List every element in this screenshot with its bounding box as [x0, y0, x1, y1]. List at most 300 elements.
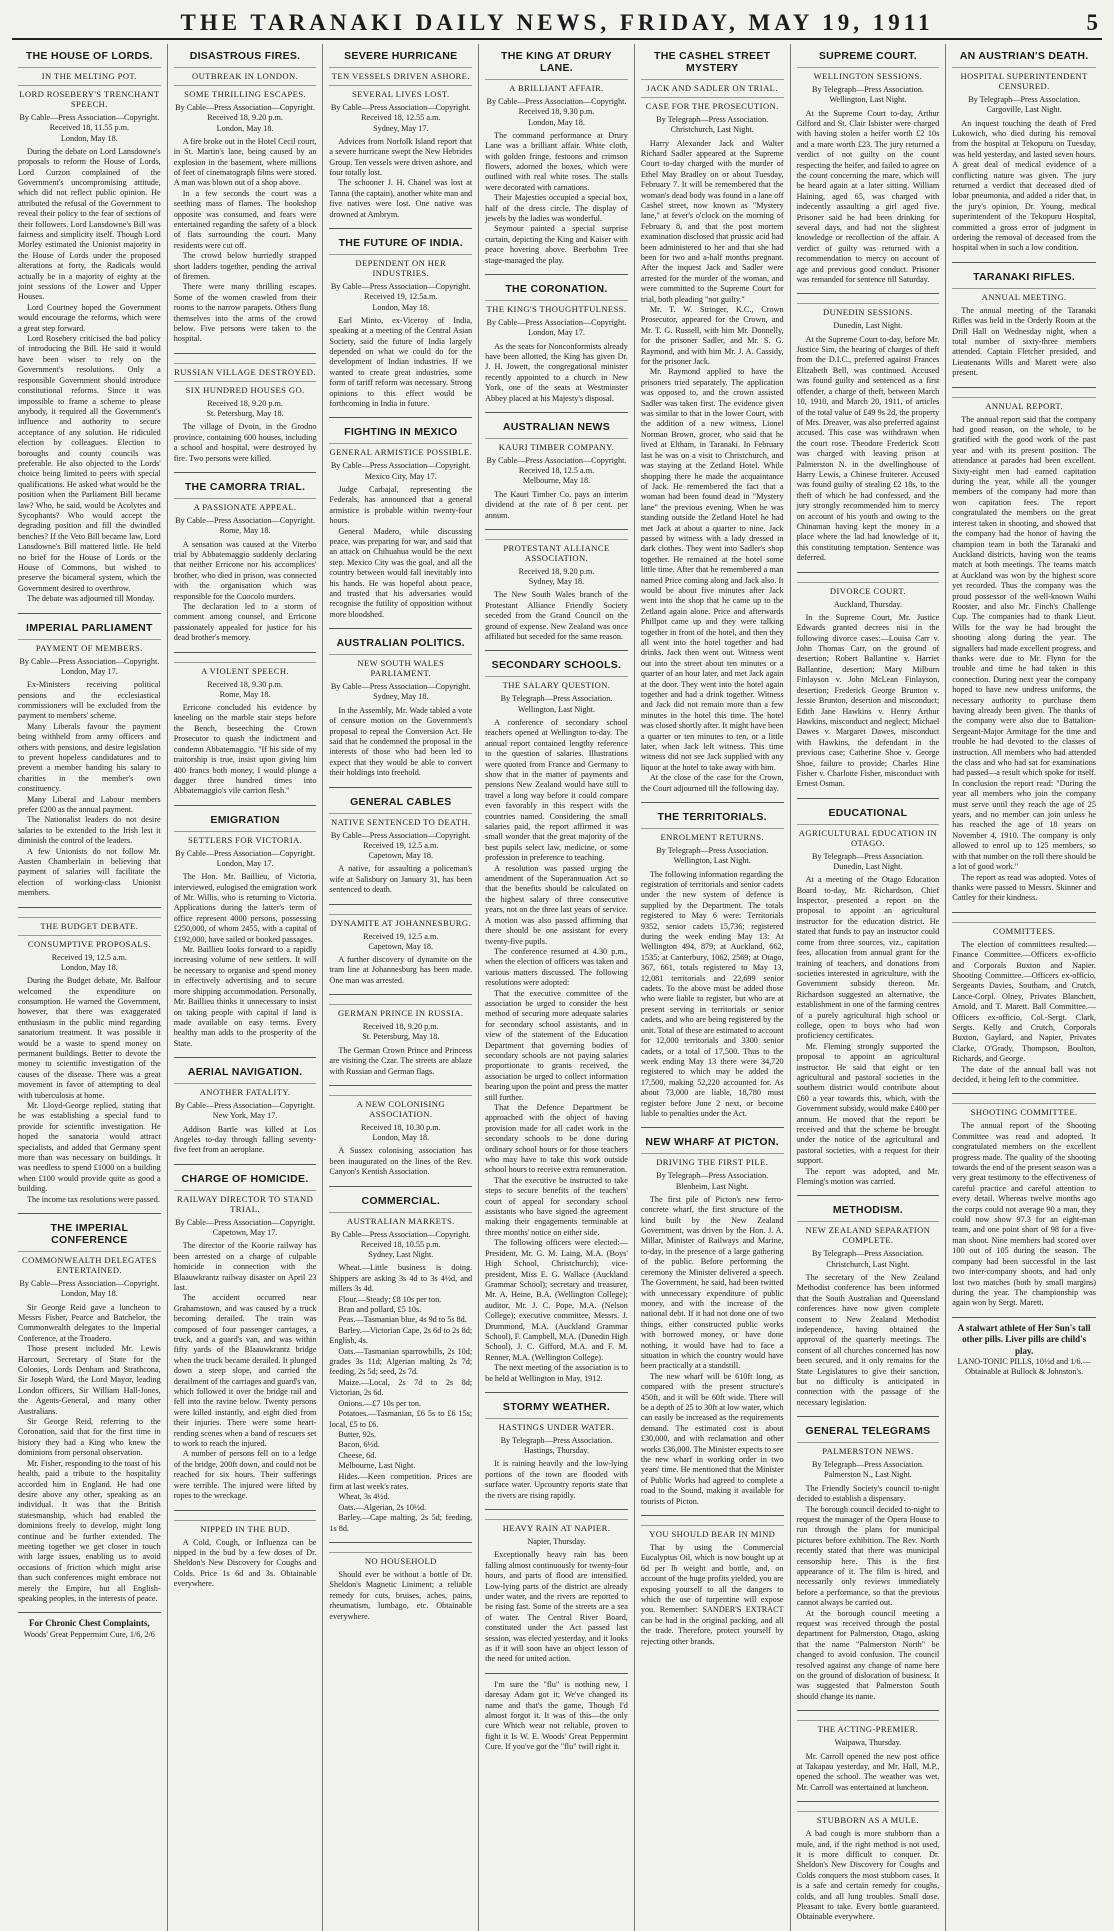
- article-body: [797, 1273, 940, 1408]
- subheading: NO HOUSEHOLD: [329, 1552, 472, 1566]
- paragraph: Lord Courtney hoped the Government would encourage the reforms, which were a great step forward.: [18, 302, 161, 333]
- article-body: [485, 718, 628, 1384]
- subheading: NEW SOUTH WALES PARLIAMENT.: [329, 654, 472, 678]
- subheading: PALMERSTON NEWS.: [797, 1442, 940, 1456]
- headline: DISASTROUS FIRES.: [189, 50, 301, 62]
- paragraph: A sensation was caused at the Viterbo trial by Abbatemaggio suddenly declaring that neither Erricone nor his accomplices' brother, who died in prison, was connected with the organisation which was responsible for the Cuocolo murders.: [173, 539, 317, 601]
- ad-line: LANO-TONIC PILLS, 10½d and 1/6.—: [957, 1356, 1091, 1366]
- article: [329, 50, 472, 220]
- subheading: GENERAL ARMISTICE POSSIBLE.: [329, 443, 472, 457]
- paragraph: The accident occurred near Grahamstown, and was caused by a truck becoming derailed. The train was composed of four passenger carriages, a truck, and a guard's van, and was within fifty yards of the Blaauwkrantz bridge when the truck became derailed. It plunged down a steep slope, and carried the derailment of the carriages and guard's van, which followed it over the bridge rail and fell into the ravine below. Twenty persons were killed instantly, and eight died from their injuries. There were some heart-rending scenes when a band of rescuers set to work to reach the injured.: [173, 1293, 317, 1449]
- article: [952, 50, 1096, 254]
- article-body: [329, 1263, 472, 1534]
- dateline: [797, 600, 940, 610]
- dateline: [485, 1436, 628, 1457]
- article: [485, 1509, 628, 1665]
- dateline-line: Received 18, 9.20 p.m.: [207, 113, 283, 123]
- paragraph: The next meeting of the association is to be held at Wellington in May, 1912.: [485, 1363, 628, 1383]
- dateline: [174, 516, 317, 537]
- paragraph: Advices from Norfolk Island report that a severe hurricane swept the New Hebrides Group. Ten vessels were driven ashore, and four totally lost.: [329, 136, 473, 177]
- dateline-line: By Cable—Press Association—Copyright.: [486, 455, 627, 465]
- article-body: [485, 1680, 628, 1753]
- subheading: STUBBORN AS A MULE.: [797, 1811, 940, 1825]
- article-body: [797, 109, 940, 286]
- article: [18, 907, 161, 1205]
- article: [641, 1515, 784, 1647]
- paragraph: In the Assembly, Mr. Wade tabled a vote of censure motion on the Government's proposal to repeal the Conversion Act. He said that he condemned the proposal in the interests of those who had been led to expect that they would be able to convert their holdings into freehold.: [329, 705, 473, 778]
- dateline-line: By Telegraph—Press Association.: [500, 694, 613, 704]
- dateline: [174, 680, 317, 701]
- paragraph: Cheese, 6d.: [338, 1450, 377, 1460]
- paragraph: There were many thrilling escapes. Some of the women crawled from their rooms to the narrow parapets. Others flung themselves into the arms of the crowd below. Five persons were taken to the hospital.: [173, 282, 317, 344]
- dateline-line: New York, May 17.: [212, 1111, 278, 1121]
- headline: AN AUSTRIAN'S DEATH.: [959, 50, 1089, 62]
- subheading: THE SALARY QUESTION.: [485, 676, 628, 690]
- paragraph: As the seats for Nonconformists already have been allotted, the King has given Dr. J. H. Jowett, the congregational minister recently appointed to a church in New York, one of the seats at Westminster Abbey placed at his Majesty's disposal.: [485, 341, 628, 403]
- subheading: HEAVY RAIN AT NAPIER.: [485, 1519, 628, 1533]
- subheading: ENROLMENT RETURNS.: [641, 828, 784, 842]
- headline: SUPREME COURT.: [818, 50, 917, 62]
- paragraph: Ex-Ministers receiving political pensions and the ecclesiastical commissioners will be excluded from the payment to members' scheme.: [18, 680, 161, 721]
- article-body: [329, 316, 472, 410]
- paragraph: Should ever be without a bottle of Dr. Sheldon's Magnetic Liniment; a reliable remedy for cuts, bruises, aches, pains, rheumatism, lumbago, etc. Obtainable everywhere.: [329, 1569, 473, 1621]
- dateline: [329, 1230, 472, 1261]
- paragraph: Sir George Reid, referring to the Coronation, said that for the first time in history they had a King who knew the dominions from personal observation.: [18, 1417, 161, 1458]
- article-body: [174, 540, 317, 644]
- dateline-line: By Cable—Press Association—Copyright.: [486, 318, 627, 328]
- dateline-line: By Telegraph—Press Association.: [812, 851, 924, 861]
- paragraph: The Hon. Mr. Baillieu, of Victoria, interviewed, eulogised the emigration work of Mr. Willis, who is returning to Victoria. Applications during the latter's term of office represent 4000 persons, possessing £250,000, of whom 2455, with a capital of £192,000, have sailed or booked passages.: [173, 872, 317, 944]
- paragraph: Addison Bartle was killed at Los Angeles to-day through falling seventy-five feet from an aeroplane.: [173, 1124, 317, 1155]
- paragraph: Barley.—Victorian Cape, 2s 6d to 2s 8d; English, 4s.: [329, 1325, 473, 1346]
- article-body: [485, 1550, 628, 1664]
- paragraph: Mr. Lloyd-George replied, stating that he was establishing a special fund to provide for scientific investigation. He hoped the sanatoria would attract specialists, and added that Germany spent more than was necessary on buildings. It was needless to spend £1000 on a building when £100 would provide quite as good a building.: [18, 1101, 161, 1194]
- paragraph: The report was adopted, and Mr. Fleming's motion was carried.: [796, 1166, 940, 1187]
- dateline: [797, 1460, 940, 1481]
- paragraph: The director of the Koorie railway has been arrested on a charge of culpable homicide in connection with the Blaauwkrantz railway disaster on April 23 last.: [173, 1241, 317, 1292]
- dateline-line: Waipawa, Thursday.: [834, 1738, 902, 1748]
- dateline-line: By Cable—Press Association—Copyright.: [175, 1217, 315, 1227]
- dateline-line: London, May 18.: [60, 962, 118, 972]
- subheading: TEN VESSELS DRIVEN ASHORE.: [329, 67, 472, 81]
- dateline-line: Received 18, 9.30 p.m.: [518, 107, 595, 117]
- paragraph: Their Majesties occupied a special box, half of the dress circle. The display of jewels by the ladies was wonderful.: [485, 193, 628, 223]
- dateline-line: Capetown, May 18.: [368, 851, 434, 861]
- dateline-line: Capetown, May 17.: [212, 1228, 278, 1238]
- dateline-line: Christchurch, Last Night.: [670, 125, 754, 135]
- article-body: [329, 706, 472, 779]
- paragraph: Wheat, 3s 4½d.: [338, 1492, 390, 1502]
- paragraph: Mr. Fleming strongly supported the proposal to appoint an agricultural instructor. He said that eight or ten agricultural and pastoral societies in the southern district would contribute about £60 a year towards this, which, with the Government subsidy, would make £400 per annum. He moved that the report be received and that the scheme be brought under the notice of the agricultural and pastoral societies, with a request for their support.: [796, 1041, 940, 1166]
- dateline: [174, 1218, 317, 1239]
- subheading: CONSUMPTIVE PROPOSALS.: [18, 935, 161, 949]
- article-body: [485, 342, 628, 404]
- dateline: [641, 115, 784, 136]
- subheading: LORD ROSEBERY'S TRENCHANT SPEECH.: [18, 85, 161, 109]
- paragraph: During the Budget debate, Mr. Balfour welcomed the expenditure on consumption. He warned the Government, however, that there was exaggerated enthusiasm in the public mind regarding sanatorium treatment. It was possible it would be a waste to spend money on permanent buildings. Better to devote the money to scientific investigation of the causes of the disease. There was a great movement in favor of attempting to deal with tuberculosis at home.: [18, 976, 161, 1100]
- dateline-line: By Telegraph—Press Association.: [656, 1171, 769, 1181]
- dateline-line: Sydney, May 18.: [373, 692, 429, 702]
- dateline: [485, 567, 628, 588]
- column-6: [791, 44, 947, 1931]
- article: [174, 472, 317, 644]
- dateline: [641, 1171, 784, 1192]
- headline: AERIAL NAVIGATION.: [187, 1066, 303, 1079]
- dateline-line: Received 18, 10.55 p.m.: [360, 1239, 441, 1249]
- paragraph: A native, for assaulting a policeman's wife at Salisbury on January 31, has been sentenced to death.: [329, 864, 473, 895]
- dateline: [174, 103, 317, 134]
- headline: THE CAMORRA TRIAL.: [184, 481, 306, 493]
- paragraph: The first pile of Picton's new ferro-concrete wharf, the first structure of the kind built by the New Zealand Government, was driven by the Hon. J. A. Millar, Minister of Railways and Marine, to-day, in the presence of a large gathering of the public. Before performing the ceremony the Minister delivered a speech. The Government, he said, had been twitted with unnecessary expenditure of public money, and with the increase of the national debt. If it had not done one of two things, either constructed public works with borrowed money, or have done nothing, it would have had to face a situation in which the country would have been practically at a standstill.: [640, 1194, 784, 1371]
- dateline: [329, 461, 472, 482]
- article-body: [174, 1125, 317, 1156]
- dateline-line: By Telegraph—Press Association.: [500, 1435, 613, 1445]
- article: [797, 293, 940, 563]
- article: [329, 628, 472, 778]
- ad-line: A stalwart athlete of Her Sun's tall other pills. Liver pills are child's play.: [957, 1322, 1091, 1356]
- dateline-line: By Telegraph—Press Association.: [968, 95, 1081, 104]
- headline: COMMERCIAL.: [361, 1194, 441, 1207]
- article: [18, 50, 161, 605]
- article: [641, 1127, 784, 1507]
- subheading: DYNAMITE AT JOHANNESBURG.: [329, 914, 472, 928]
- dateline-line: Wellington, Last Night.: [517, 704, 596, 714]
- article-body: [641, 870, 784, 1120]
- dateline-line: By Cable—Press Association—Copyright.: [175, 103, 315, 112]
- article: [797, 798, 940, 1188]
- article-body: [797, 1484, 940, 1703]
- paragraph: Hides.—Keen competition. Prices are firm at last week's rates.: [329, 1471, 473, 1491]
- paragraph: The election of committees resulted:—Finance Committee.—Officers ex-officio and Corporals Buxton and Napier. Shooting Committee.—Officers ex-officio, Sergeants Davies, Southam, and Crutch, Lance-Corpl. Olney, Privates Blanchett, Arnold, and T. Marett. Ball Committee.—Officers ex-officio, Col.-Sergt. Clark, Sergts. Kelly and Crutch, Corporals Buxton, Gaylard, and Napier, Privates Clarke, O'Grady, Thompson, Boulton, Richards, and George.: [952, 939, 1096, 1064]
- paragraph: An inquest touching the death of Fred Lukowich, who died during his removal from the hospital at Tekopuru on Tuesday, was held yesterday, and lasted seven hours. A great deal of medical evidence of a conflicting nature was given. The jury returned a verdict that deceased died of lobar pneumonia, and added a rider that, in the jury's opinion, Dr. Young, medical superintendent of the Tekopuru Hospital, committed a gross error of judgment in ordering the removal of deceased from the hospital when in such a low condition.: [952, 118, 1096, 253]
- dateline: [485, 694, 628, 715]
- dateline-line: By Cable—Press Association—Copyright.: [330, 682, 471, 692]
- masthead: [12, 6, 1102, 40]
- dateline-line: Mexico City, May 17.: [364, 471, 437, 481]
- paragraph: The Friendly Society's council to-night decided to establish a dispensary.: [796, 1483, 940, 1504]
- article: [485, 1673, 628, 1753]
- article: [797, 1801, 940, 1923]
- article-body: [485, 1459, 628, 1501]
- dateline-line: Received 18, 12.55 a.m.: [361, 113, 441, 123]
- headline: NEW WHARF AT PICTON.: [645, 1136, 779, 1149]
- paragraph: Bran and pollard, £5 10s.: [338, 1305, 422, 1315]
- dateline: [329, 282, 472, 313]
- dateline-line: By Cable—Press Association—Copyright.: [19, 113, 160, 122]
- subheading: ANOTHER FATALITY.: [174, 1083, 317, 1097]
- paragraph: Lord Rosebery criticised the bad policy of introducing the Bill. He said it would have been wiser to rely on the Government's resolutions. Only a responsible Government should introduce constitutional reforms. Since it was impossible to frame a scheme to please anybody, it required all the Government's influence and authority to secure acceptance of any solution. He ridiculed election by colleagues. Election to boroughs and county councils was preferable. He also objected to the Lords' choice being limited to peers with special qualifications. He asked what would be the position when the Parliament Bill became law? Who, he said, would be Acolytes and Sycophants? Who would accept the degrading position and fill the dwindled benches? If the Veto Bill became law, Lord Lansdowne's Bill mattered little. He held no brief for the House of Lords or the House of Commons, but wished to preserve the bicameral system, which the Government desired to overthrow.: [18, 334, 161, 593]
- dateline: [952, 95, 1096, 116]
- dateline: [485, 97, 628, 128]
- dateline: [797, 852, 940, 873]
- subheading: DRIVING THE FIRST PILE.: [641, 1153, 784, 1167]
- ad-line: For Chronic Chest Complaints,: [29, 1618, 150, 1629]
- dateline-line: Dunedin, Last Night.: [833, 321, 903, 331]
- subheading: THE KING'S THOUGHTFULNESS.: [485, 300, 628, 314]
- paragraph: Wheat.—Little business is doing. Shippers are asking 3s 4d to 3s 4½d, and millers 3s 4d.: [329, 1263, 473, 1294]
- dateline-line: Received 19, 12.5 a.m.: [363, 931, 439, 941]
- subheading: KAURI TIMBER COMPANY.: [485, 438, 628, 452]
- dateline-line: St. Petersburg, May 18.: [206, 409, 284, 419]
- dateline: [797, 1249, 940, 1270]
- article: [485, 274, 628, 404]
- article: [797, 572, 940, 790]
- dateline-line: London, May 17.: [60, 666, 118, 676]
- paragraph: The village of Dvoin, in the Grodno province, containing 600 houses, including a school and hospital, were destroyed by fire. Two persons were killed.: [173, 422, 317, 463]
- paragraph: At the close of the case for the Crown, the Court adjourned till the following day.: [640, 773, 784, 793]
- subheading: SETTLERS FOR VICTORIA.: [174, 831, 317, 845]
- subheading: NATIVE SENTENCED TO DEATH.: [329, 813, 472, 827]
- dateline-line: By Cable—Press Association—Copyright.: [330, 830, 471, 840]
- subheading: SEVERAL LIVES LOST.: [329, 85, 472, 99]
- paragraph: Seymour painted a special surprise curtain, depicting the King and Kaiser with peace hovering above. Beerbohm Tree stage-managed the play.: [485, 224, 628, 265]
- headline: THE KING AT DRURY LANE.: [501, 50, 612, 74]
- page-number: 5: [1086, 10, 1098, 35]
- headline: THE CORONATION.: [505, 283, 608, 296]
- dateline-line: By Cable—Press Association—Copyright.: [175, 848, 315, 858]
- dateline: [329, 682, 472, 703]
- subheading: CASE FOR THE PROSECUTION.: [641, 97, 784, 111]
- subheading: OUTBREAK IN LONDON.: [174, 67, 317, 81]
- dateline-line: Received 18, 9.20 p.m.: [207, 398, 283, 408]
- columns-container: [12, 44, 1102, 1922]
- paragraph: Mr. Fisher, responding to the toast of his health, paid a tribute to the hospitality accorded him in England. He had one desire above any other, speaking as an individual. It was that the British statesmanship, which had enabled the dominions freely to develop, might long continue and be further extended. The meeting together we get closer in touch with large issues, enabling us to avoid occasions of friction which might arise than such conferences might embrace not merely the Empire, but all English-speaking peoples, in the interests of peace.: [18, 1458, 161, 1603]
- paragraph: The date of the annual ball was not decided, it being left to the committee.: [952, 1064, 1096, 1084]
- article: [329, 787, 472, 896]
- dateline-line: Auckland, Thursday.: [833, 599, 903, 609]
- article-body: [952, 940, 1096, 1086]
- paragraph: During the debate on Lord Lansdowne's proposals to reform the House of Lords, Lord Curzon complained of the Government's uncompromising attitude, which did not reflect public opinion. He attributed the refusal of the Government to reveal their policy to the fear of sections of their followers. Lord Lansdowne's Bill was fairness and simplicity itself. Though Lord Morley estimated the Unionist majority in the House of Lords under the proposed alterations at forty, the Radicals would actually be in a majority of eighty at the joint sessions of the Lower and Upper Houses.: [18, 146, 161, 302]
- article-body: [174, 137, 317, 345]
- dateline: [18, 113, 161, 144]
- paragraph: A further discovery of dynamite on the tram line at Johannesburg has been made. One man was arrested.: [329, 955, 473, 985]
- paragraph: Mr. Carroll opened the new post office at Takapau yesterday, and Mr. Hall, M.P., opened the school. The weather was wet. Mr. Carroll was entertained at luncheon.: [796, 1751, 940, 1792]
- dateline-line: Received 18, 12.5 a.m.: [518, 466, 595, 476]
- headline: EDUCATIONAL: [828, 806, 908, 819]
- subheading: SIX HUNDRED HOUSES GO.: [174, 381, 317, 395]
- article-body: [952, 415, 1096, 904]
- subheading: SHOOTING COMMITTEE.: [952, 1103, 1096, 1117]
- article: [18, 1213, 161, 1604]
- article-body: [18, 680, 161, 899]
- paragraph: At the Supreme Court to-day, before Mr. Justice Sim, the hearing of charges of theft from the D.I.C., preferred against Frances Elizabeth Bell, was continued. Accused was found guilty and sentenced as a first offender, a charge of theft, between March 10, 1910, and March 20, 1911, of articles of the total value of £49 9s 2d, the property of Mrs. Dreaver, was also preferred against accused. This case was withdrawn when the court rose. Theodore Frederick Scott was charged with leaving prison at Palmerston N. in the dwellinghouse of Harry Lewis, a Chinese fruiterer. Accused was found guilty of stealing £2 18s, to the theft of which he had confessed, and the jury strongly recommended him to mercy on account of his youth and owing to the Chinaman having kept the money in a place where the lad had knowledge of it, this constituting temptation. Sentence was deferred.: [796, 334, 940, 563]
- column-7: [946, 44, 1102, 1931]
- headline: EMIGRATION: [210, 813, 280, 826]
- dateline-line: Received 18, 9.20 p.m.: [518, 566, 595, 576]
- paragraph: A few Unionists do not follow Mr. Austen Chamberlain in believing that payment of salaries will facilitate the election of working-class Unionist members.: [18, 846, 161, 898]
- article: [485, 50, 628, 266]
- dateline-line: By Cable—Press Association—Copyright.: [330, 1229, 471, 1239]
- article: [329, 904, 472, 987]
- subheading: YOU SHOULD BEAR IN MIND: [641, 1525, 784, 1539]
- paragraph: Potatoes.—Tasmanian, £6 5s to £6 15s; local, £5 to £6.: [329, 1409, 473, 1429]
- paragraph: Mr. Raymond applied to have the prisoners tried separately. The application was opposed to, and the crown assisted Sadler was taken first. The evidence given was similar to that in the lower Court, with the addition of a new witness, Lionel Norman Brown, grocer, who said that he lived at Eltham, in Taranaki. In February last he was on a visit to Christchurch, and was staying at the Zetland Hotel. While shopping there he made the acquaintance of Jack. He remembered the fact that a woman had been found dead in "Mystery lane" the previous evening. When he was standing outside the Zetland Hotel he had met Jack at about a quarter to nine. Jack passed by witness with a lady dressed in dark clothes. They went into Sadler's shop together. He remained at the hotel some little time. After that he remembered a man named Price coming along and Jack also. It would be about five minutes after Jack went into the shop that he came up to the Zetland again alone. Price and afterwards Phillpot came up and they were talking together in front of the hotel, and then they all went into the hotel together and had drinks. Jack then went out. Witness went out into the street about ten minutes or a quarter of an hour later, and met Jack again at the door. They went into the hotel again together and had a drink together. Witness and Jack did not remain more than a few minutes in the hotel this time. The hotel was closed shortly after. It might have been a quarter or ten minutes to ten, or a little later, when Jack left witness. This time witness did not see Jack supplied with any liquor at the hotel to take away with him.: [640, 367, 784, 772]
- article-body: [485, 131, 628, 266]
- article: [641, 802, 784, 1119]
- article: [485, 412, 628, 521]
- paragraph: The conference resumed at 4.30 p.m., when the election of officers was taken and various matters discussed. The following resolutions were adopted:: [485, 946, 628, 988]
- article: [174, 1164, 317, 1502]
- article: [952, 262, 1096, 379]
- paragraph: Bacon, 6½d.: [338, 1440, 380, 1450]
- dateline: [174, 399, 317, 420]
- paragraph: A resolution was passed urging the amendment of the Superannuation Act so that the benefits should be calculated on the highest salary of three consecutive years, not on the three last years of service. A motion was also passed affirming that there should be one assistant for every twenty-five pupils.: [485, 863, 628, 946]
- dateline-line: Wellington, Last Night.: [829, 95, 907, 105]
- paragraph: The Nationalist leaders do not desire salaries to be extended to the Irish lest it diminish the control of the leaders.: [18, 815, 161, 846]
- paragraph: A bad cough is more stubborn than a mule, and, if the right method is not used, it is more difficult to conquer. Dr. Sheldon's New Discovery for Coughs and Colds conquers the most stubborn cases. It is a safe and certain remedy for coughs, colds, and all lung troubles. Small dose. Pleasant to take. Every bottle guaranteed. Obtainable everywhere.: [796, 1829, 940, 1922]
- paragraph: Butter, 92s.: [338, 1429, 377, 1439]
- paragraph: The command performance at Drury Lane was a brilliant affair. White cloth, with golden fringe, festoons and crimson flowers, adorned the boxes, which were outlined with real white roses. The stalls were decorated with carnations.: [485, 130, 628, 192]
- dateline: [329, 103, 472, 134]
- paragraph: At the borough council meeting a request was received through the postal department for Palmerston, Otago, asking that the name "Palmerston North" be changed to avoid confusion. The council resolved against any change of name here on the ground of dislocation of business. It was suggested that Palmerston South should change its name.: [796, 1608, 940, 1701]
- dateline: [329, 932, 472, 953]
- paragraph: Those present included Mr. Lewis Harcourt, Secretary of State for the Colonies, Lords Denham and Strathcona, Sir Joseph Ward, the Lord Mayor, leading London officers, Sir William Hall-Jones, the Agents-General, and many other Australians.: [18, 1344, 161, 1416]
- paragraph: The new wharf will be 610ft long, as compared with the present structure's 450ft, and it will be 60ft wide. There will be a depth of 25 to 30ft at low water, which can easily be increased as the requirements demand. The estimated cost is about £30,000, and with reclamation and other works £36,000. The Minister expects to see the new wharf in working order in two years' time. He mentioned that the Minister of Public Works had agreed to complete a road to the Sound, making it available for tourists of Picton.: [640, 1371, 784, 1506]
- dateline-line: London, May 18.: [372, 1133, 430, 1143]
- headline: GENERAL CABLES: [350, 795, 452, 808]
- article: [174, 652, 317, 797]
- dateline-line: Received 18, 11.55 p.m.: [49, 123, 130, 133]
- paragraph: Flour.—Steady; £8 10s per ton.: [338, 1294, 442, 1304]
- paragraph: At the Supreme Court to-day, Arthur Gilford and St. Clair Isbister were charged with having stolen a heifer worth £2 10s and a mare worth £23. The jury returned a verdict of not guilty on the count respecting the heifer, and failed to agree on the count concerning the mare, which will be heard again at a later sitting. William Haining, aged 65, was charged with indecently assaulting a girl aged five. Prisoner said he had been drinking for several days, and had not the slightest knowledge or recollection of the affair. A verdict of guilty was returned with a recommendation to mercy on account of age and previous good conduct. Prisoner was remanded for sentence till Saturday.: [796, 108, 940, 284]
- article: [797, 1195, 940, 1408]
- dateline-line: London, May 18.: [216, 123, 274, 133]
- dateline: [329, 1123, 472, 1144]
- dateline-line: Rome, May 18.: [219, 689, 271, 699]
- dateline-line: By Cable—Press Association—Copyright.: [330, 461, 471, 471]
- dateline-line: Dunedin, Last Night.: [833, 862, 903, 871]
- paragraph: That by using the Commercial Eucalyptus Oil, which is now bought up at 6d per lb weight and bottle, and, on account of the huge profits yielded, you are exposing yourself to all the dangers to which the use of turpentine will expose you. Remember: SANDER'S EXTRACT can be had in the original packing, and all the trade. Therefore, protect yourself by rejecting other brands.: [640, 1543, 784, 1646]
- subheading: DUNEDIN SESSIONS.: [797, 303, 940, 317]
- dateline-line: Sydney, May 17.: [373, 123, 429, 133]
- subheading: ANNUAL REPORT.: [952, 397, 1096, 411]
- subheading: DIVORCE COURT.: [797, 582, 940, 596]
- article-body: [485, 490, 628, 521]
- paragraph: The report as read was adopted. Votes of thanks were passed to Messrs. Skinner and Cattley for their kindness.: [952, 872, 1096, 903]
- article: [952, 387, 1096, 904]
- dateline-line: Received 18, 10.30 p.m.: [360, 1122, 441, 1132]
- subheading: JACK AND SADLER ON TRIAL.: [641, 79, 784, 93]
- paragraph: The New South Wales branch of the Protestant Alliance Friendly Society seceded from the Grand Council on the ground of expense. New Zealand was once affiliated but seceded for the same reason.: [485, 590, 628, 642]
- subheading: RUSSIAN VILLAGE DESTROYED.: [174, 363, 317, 377]
- newspaper-title: THE TARANAKI DAILY NEWS, FRIDAY, MAY 19, 1911: [180, 10, 934, 35]
- dateline: [329, 1022, 472, 1043]
- headline: IMPERIAL PARLIAMENT: [26, 621, 153, 634]
- dateline-line: By Cable—Press Association—Copyright.: [19, 656, 160, 666]
- headline: SEVERE HURRICANE: [344, 50, 458, 62]
- article: [174, 1057, 317, 1156]
- article-body: [641, 1543, 784, 1647]
- article: [174, 805, 317, 1049]
- dateline-line: Received 18, 9.30 p.m.: [207, 679, 283, 689]
- dateline-line: Hastings, Thursday.: [523, 1446, 590, 1456]
- dateline-line: Received 18, 9.20 p.m.: [362, 1022, 439, 1032]
- subheading: GERMAN PRINCE IN RUSSIA.: [329, 1004, 472, 1018]
- article: [174, 50, 317, 345]
- headline: TARANAKI RIFLES.: [973, 270, 1076, 283]
- dateline-line: By Cable—Press Association—Copyright.: [175, 516, 315, 525]
- article-body: [952, 1121, 1096, 1308]
- paragraph: Sir George Reid gave a luncheon to Messrs Fisher, Pearce and Batchelor, the Commonwealth delegates to the Imperial Conference, at the Troadero.: [18, 1302, 161, 1343]
- dateline: [641, 846, 784, 867]
- article: [174, 1510, 317, 1590]
- dateline-line: By Cable—Press Association—Copyright.: [175, 1101, 315, 1111]
- subheading: NEW ZEALAND SEPARATION COMPLETE.: [797, 1221, 940, 1245]
- article-body: [174, 703, 317, 797]
- paragraph: A fire broke out in the Hotel Cecil court, in St. Martin's lane, being caused by an explosion in the basement, where millions of feet of cinematograph films were stored. A man was blown out of a shop above.: [173, 136, 317, 188]
- paragraph: Oats.—Tasmanian sparrowbills, 2s 10d; grades 3s 11d; Algerian malting 2s 7d; feeding, 2s 5d; seed, 2s 7d.: [329, 1346, 473, 1377]
- headline: THE CASHEL STREET MYSTERY: [654, 50, 771, 74]
- dateline-line: By Telegraph—Press Association.: [656, 115, 769, 124]
- dateline: [797, 321, 940, 331]
- paragraph: I'm sure the "flu" is nothing new, I daresay Adam got it; We've changed its name and that's the game, Though I'd almost forgot it. It was of this—the only cure Which wear not reliable, proven to fight it Is W. E. Woods' Great Peppermint Cure. If you've got the "flu" twill right it.: [485, 1679, 628, 1752]
- dateline-line: By Cable—Press Association—Copyright.: [19, 1279, 160, 1289]
- article-body: [797, 613, 940, 790]
- dateline: [18, 657, 161, 678]
- article-body: [174, 422, 317, 464]
- dateline: [329, 831, 472, 862]
- paragraph: The following information regarding the registration of territorials and senior cadets under the new system of defence is supplied by the Department. The totals registered to May 6 were: Territorials 9352, senior cadets 15,736; registered during the week ending May 13: At Wellington 494, 879; at Auckland, 662, 1535; at Canterbury, 1062, 2569; at Otago, 367, 661, totals registered to May 13, 12,081 territorials and 22,699 senior cadets. To the above must be added those who were liable to register, but who are at present serving in territorials or senior cadets, and who are being registered by the unit. Total of these are estimated to account for 12,000 territorials and 3300 senior cadets, or a total of 17,500. Thus to the week ending May 13 there were 34,720 registered to which may be added the 17,500, making 52,220 accounted for. As about 73,000 are liable, 18,780 must register before June 2 next, or become liable to penalties under the Act.: [640, 869, 784, 1118]
- dateline: [797, 85, 940, 106]
- subheading: RAILWAY DIRECTOR TO STAND TRIAL.: [174, 1190, 317, 1214]
- dateline-line: London, May 18.: [60, 133, 118, 143]
- paragraph: The income tax resolutions were passed.: [27, 1194, 160, 1204]
- column-4: [479, 44, 635, 1931]
- column-3: [323, 44, 479, 1931]
- dateline-line: By Cable—Press Association—Copyright.: [330, 103, 471, 112]
- paragraph: Melbourne, Last Night.: [338, 1461, 416, 1471]
- column-5: [635, 44, 791, 1931]
- dateline-line: Received 19, 12.5a.m.: [364, 292, 438, 302]
- paragraph: Barley.—Cape malting, 2s 5d; feeding, 1s 8d.: [329, 1513, 473, 1533]
- paragraph: That the executive be instructed to take steps to secure benefits of the teachers' court of appeal for secondary school assistants who have signed the agreement making their engagements terminable at three months' notice on either side.: [485, 1175, 628, 1237]
- paragraph: Earl Minto, ex-Viceroy of India, speaking at a meeting of the Central Asian Society, said the future of India largely depended on what we could do for the development of Indian industries. If we wanted to create great industries, some form of tariff reform was necessary. Strong opinions to this effect would be forthcoming in India in future.: [329, 315, 473, 408]
- article-body: [329, 1570, 472, 1622]
- paragraph: The borough council decided to-night to request the manager of the Opera House to run through the plans for municipal pictures before exhibition. The Rev. North recently stated that there was municipal censorship here. This is the first appearance of it. The film is hired, and necessarily only reviews immediately before a performance, so that the previous cannot always be carried out.: [796, 1504, 940, 1608]
- article: [329, 994, 472, 1077]
- dateline-line: London, May 18.: [528, 117, 585, 127]
- article: [797, 1416, 940, 1702]
- headline: AUSTRALIAN POLITICS.: [336, 637, 466, 650]
- subheading: WELLINGTON SESSIONS.: [797, 67, 940, 81]
- paragraph: The debate was adjourned till Monday.: [27, 594, 155, 604]
- headline: THE IMPERIAL CONFERENCE: [50, 1222, 129, 1247]
- paragraph: That the Defence Department be approached with the object of having provision made for all cadet work in the secondary schools to be done during ordinary school hours or for those teachers who may have to take this work outside school hours to receive extra remuneration.: [485, 1103, 628, 1175]
- dateline-line: Received 19, 12.5 a.m.: [51, 952, 127, 962]
- subheading: A BRILLIANT AFFAIR.: [485, 79, 628, 93]
- article-body: [18, 147, 161, 605]
- dateline: [174, 849, 317, 870]
- dateline-line: Palmerston N., Last Night.: [824, 1470, 912, 1480]
- article-body: [797, 335, 940, 564]
- paragraph: The German Crown Prince and Princess are visiting the Czar. The streets are ablaze with Russian and German flags.: [329, 1045, 473, 1076]
- paragraph: A conference of secondary school teachers opened at Wellington to-day. The annual report contained lengthy reference to the question of salaries. Illustrations were quoted from France and Germany to show that in the matter of payments and pensions New Zealand would have still to travel a long way before it could compare even favorably in this respect with the countries named. Considering the small salaries paid, the report affirmed it was small wonder that the great majority of the best pupils select law, medicine, or some profession in preference to teaching.: [485, 717, 628, 863]
- dateline-line: Received 19, 12.5 a.m.: [363, 840, 439, 850]
- paragraph: A Sussex colonising association has been inaugurated on the lines of the Rev. Canyon's Kentish Association.: [329, 1146, 473, 1177]
- headline: CHARGE OF HOMICIDE.: [181, 1172, 309, 1185]
- paragraph: Many Liberal and Labour members prefer £200 as the annual payment.: [18, 794, 161, 814]
- subheading: THE BUDGET DEBATE.: [18, 917, 161, 931]
- subheading: PROTESTANT ALLIANCE ASSOCIATION.: [485, 539, 628, 563]
- article: [797, 50, 940, 285]
- article: [485, 1392, 628, 1501]
- article: [174, 353, 317, 464]
- article: [329, 1186, 472, 1534]
- subheading: COMMITTEES.: [952, 922, 1096, 936]
- paragraph: At a meeting of the Otago Education Board to-day, Mr. Richardson, Chief Inspector, presented a report on the proposal to appoint an agricultural instructor for the education district. He stated that funds to pay an instructor could come from three sources, viz., capitation fees, allocation from annual grant for the training of teachers, and donations from societies interested in agriculture, with the Government subsidy thereon. Mr. Richardson suggested an alternative, the establishment in one of the farming centres of a purely agricultural high school or college, open to boys who had won proficiency certificates.: [796, 875, 940, 1041]
- dateline: [485, 456, 628, 487]
- article-body: [329, 955, 472, 986]
